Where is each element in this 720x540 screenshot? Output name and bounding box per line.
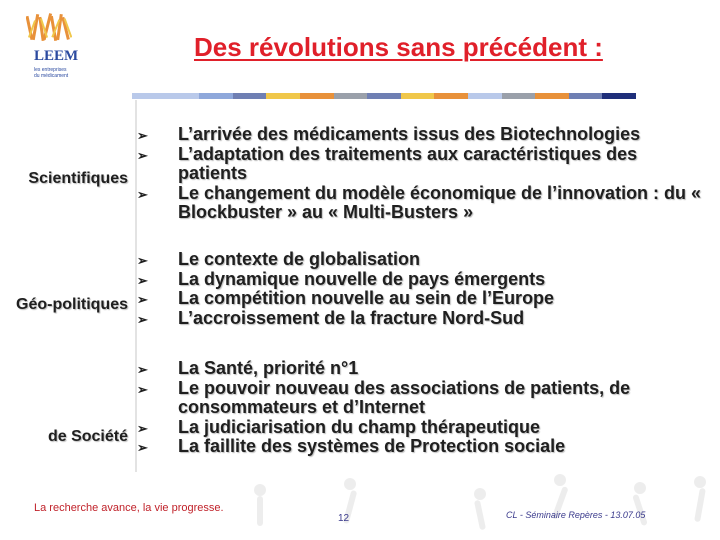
arrowhead-bullet-icon: ➢ xyxy=(137,440,148,455)
bullet-item: ➢ Le pouvoir nouveau des associations de patients, de consommateurs et d’Internet xyxy=(137,377,631,417)
bullet-item: ➢ L’adaptation des traitements aux caractéristiques des patients xyxy=(137,143,638,183)
page-number: 12 xyxy=(338,513,350,524)
bullet-item: ➢ La dynamique nouvelle de pays émergents xyxy=(137,268,546,289)
arrowhead-bullet-icon: ➢ xyxy=(137,147,148,163)
color-stripe-segment xyxy=(434,93,468,99)
color-stripe-segment xyxy=(535,93,569,99)
color-stripe-segment xyxy=(199,93,233,99)
arrowhead-bullet-icon: ➢ xyxy=(137,128,148,143)
color-stripe-segment xyxy=(166,93,200,99)
bullet-item: ➢ L’accroissement de la fracture Nord-Sud xyxy=(137,307,525,328)
arrowhead-bullet-icon: ➢ xyxy=(137,362,148,377)
bullet-item: ➢ La compétition nouvelle au sein de l’Europe xyxy=(137,288,555,308)
color-stripe-segment xyxy=(300,93,334,99)
color-stripe-segment xyxy=(602,93,636,99)
category-de-societe: de Société xyxy=(47,428,128,445)
color-stripe-segment xyxy=(502,93,536,99)
bullet-item: ➢ Le changement du modèle économique de l’innovation : du « Blockbuster » au « Multi-Busters » xyxy=(137,182,702,222)
color-stripe-segment xyxy=(569,93,603,99)
logo-tagline-2: du médicament xyxy=(34,73,69,79)
arrowhead-bullet-icon: ➢ xyxy=(137,381,148,397)
bullet-item: ➢ La faillite des systèmes de Protection sociale xyxy=(137,436,566,456)
bullet-list-de-societe xyxy=(137,358,707,457)
arrowhead-bullet-icon: ➢ xyxy=(137,311,148,327)
color-stripe-bar xyxy=(132,93,636,99)
color-stripe-segment xyxy=(132,93,166,99)
color-stripe-segment xyxy=(367,93,401,99)
logo-figures-art xyxy=(26,12,72,46)
slide-title: Des révolutions sans précédent : xyxy=(194,32,603,62)
color-stripe-segment xyxy=(401,93,435,99)
footer-reference: CL - Séminaire Repères - 13.07.05 xyxy=(506,510,646,520)
color-stripe-segment xyxy=(233,93,267,99)
bullet-item: ➢ L’arrivée des médicaments issus des Biotechnologies xyxy=(137,124,641,144)
bullet-item: ➢ La Santé, priorité n°1 xyxy=(137,358,359,378)
arrowhead-bullet-icon: ➢ xyxy=(137,292,148,307)
bullet-item: ➢ Le contexte de globalisation xyxy=(137,249,421,269)
arrowhead-bullet-icon: ➢ xyxy=(137,253,148,268)
arrowhead-bullet-icon: ➢ xyxy=(137,272,148,288)
background-figures-decoration xyxy=(230,470,720,540)
footer-slogan: La recherche avance, la vie progresse. xyxy=(34,502,224,514)
arrowhead-bullet-icon: ➢ xyxy=(137,186,148,202)
category-scientifiques: Scientifiques xyxy=(28,170,128,187)
leem-logo xyxy=(22,12,79,79)
category-geo-politiques: Géo-politiques xyxy=(16,296,128,313)
logo-brand: LEEM xyxy=(34,48,79,64)
bullet-item: ➢ La judiciarisation du champ thérapeutique xyxy=(137,416,541,437)
bullet-list-scientifiques xyxy=(137,124,707,223)
logo-tagline-1: les entreprises xyxy=(34,67,67,73)
color-stripe-segment xyxy=(468,93,502,99)
color-stripe-segment xyxy=(334,93,368,99)
arrowhead-bullet-icon: ➢ xyxy=(137,420,148,436)
color-stripe-segment xyxy=(266,93,300,99)
bullet-list-geo-politiques xyxy=(137,249,707,328)
